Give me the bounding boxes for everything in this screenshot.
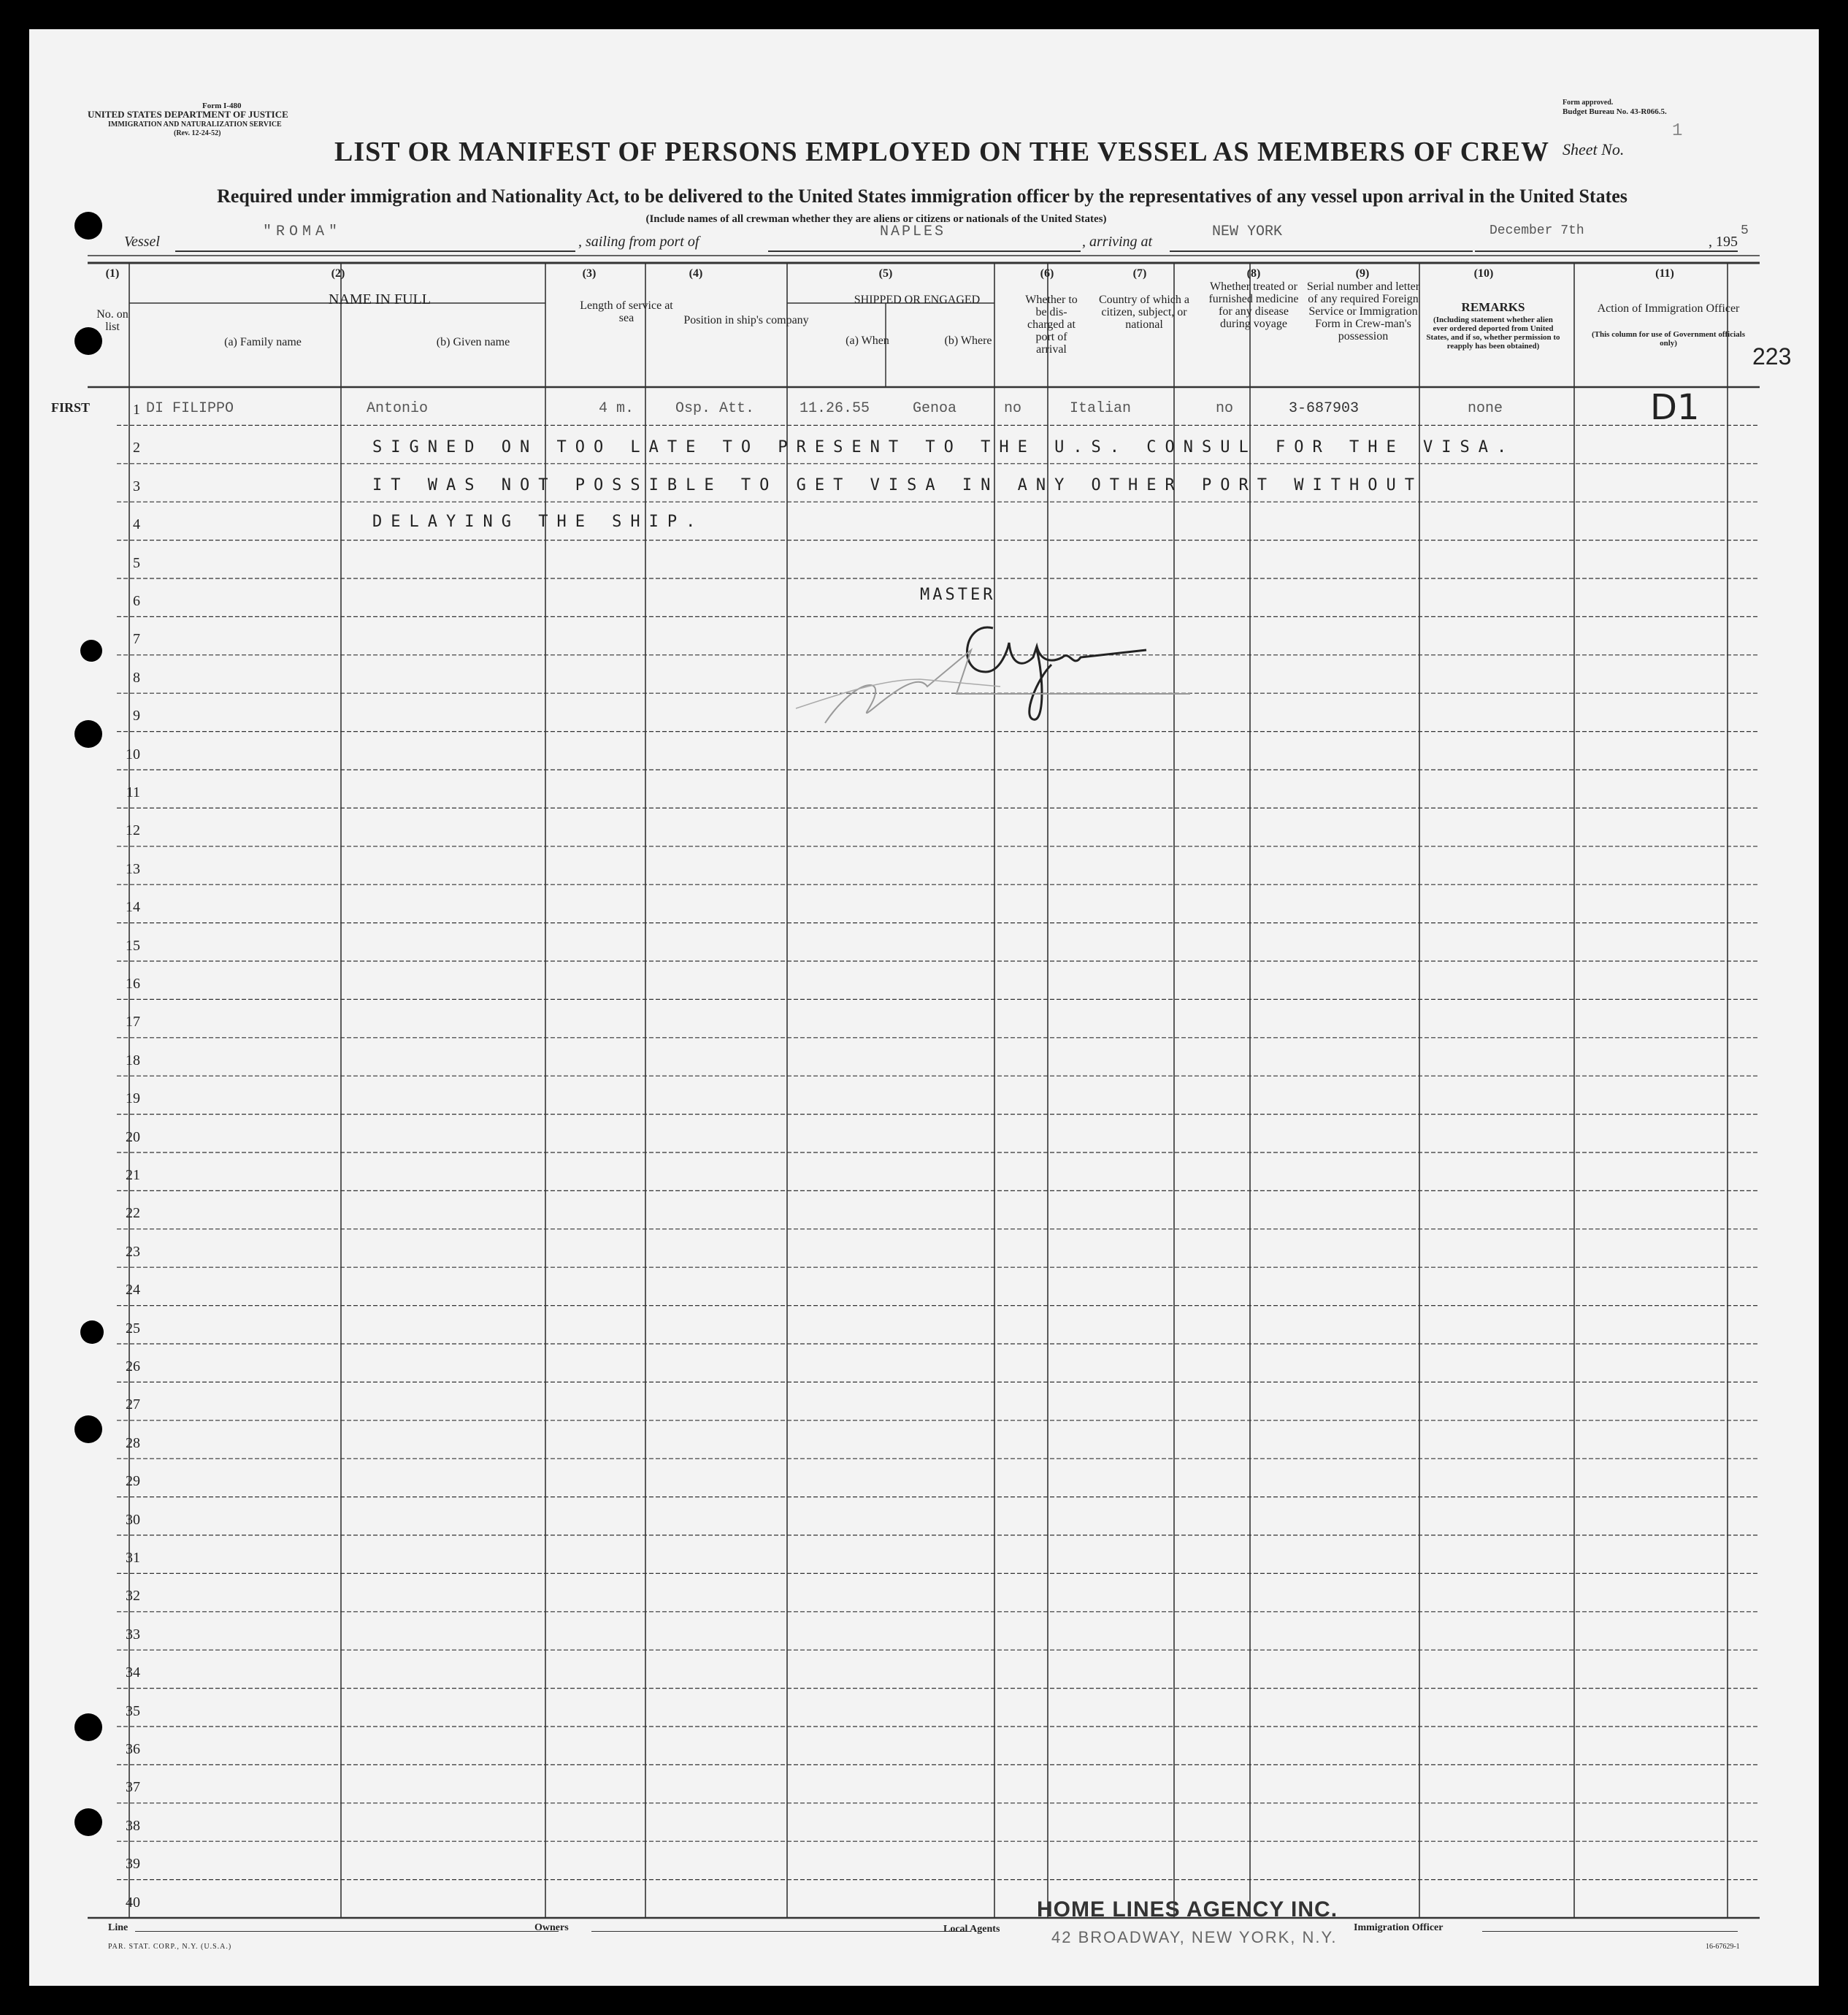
row-number: 27 bbox=[126, 1396, 140, 1413]
row-number: 35 bbox=[126, 1702, 140, 1719]
header-medicine: Whether treated or furnished medicine for any disease during voyage bbox=[1208, 280, 1299, 330]
punch-hole bbox=[74, 212, 102, 240]
row-number: 25 bbox=[126, 1320, 140, 1337]
requirement-line: Required under immigration and Nationality Act, to be delivered to the United States immigration officer by the representatives of any vessel upon arrival in the United States bbox=[217, 186, 1627, 207]
header-action-note: (This column for use of Government officials only) bbox=[1591, 330, 1745, 348]
agency-stamp-address: 42 BROADWAY, NEW YORK, N.Y. bbox=[1051, 1928, 1338, 1946]
footer-immigration-officer-label: Immigration Officer bbox=[1354, 1922, 1443, 1933]
cell-position: Osp. Att. bbox=[675, 400, 755, 417]
vessel-label: Vessel bbox=[124, 234, 160, 250]
header-serial-number: Serial number and letter of any required Foreign Service or Immigration Form in Crew-man's possession bbox=[1306, 280, 1420, 343]
row-number: 18 bbox=[126, 1052, 140, 1068]
agency-stamp-name: HOME LINES AGENCY INC. bbox=[1037, 1897, 1338, 1922]
row-number: 24 bbox=[126, 1282, 140, 1299]
cell-action: D1 bbox=[1650, 387, 1700, 428]
handwritten-note-line-2: IT WAS NOT POSSIBLE TO GET VISA IN ANY OTHER PORT WITHOUT bbox=[372, 476, 1423, 494]
row-number: 39 bbox=[126, 1856, 140, 1873]
header-when: (a) When bbox=[846, 334, 889, 347]
row-number: 17 bbox=[126, 1014, 140, 1031]
row-number: 36 bbox=[126, 1741, 140, 1757]
row-number: 6 bbox=[133, 593, 140, 609]
header-family-name: (a) Family name bbox=[224, 336, 302, 348]
col-num-1: (1) bbox=[105, 267, 120, 280]
row-number: 32 bbox=[126, 1588, 140, 1605]
header-discharged: Whether to be dis-charged at port of arrival bbox=[1025, 294, 1078, 356]
col-num-2: (2) bbox=[331, 267, 345, 280]
print-code: 16-67629-1 bbox=[1706, 1943, 1740, 1951]
cell-serial-number: 3-687903 bbox=[1289, 400, 1360, 417]
header-position: Position in ship's company bbox=[683, 314, 809, 326]
sailing-label: , sailing from port of bbox=[578, 234, 699, 250]
col-num-11: (11) bbox=[1655, 267, 1674, 280]
punch-hole bbox=[80, 1320, 104, 1344]
row-number: 23 bbox=[126, 1243, 140, 1260]
vessel-name: "ROMA" bbox=[263, 223, 342, 240]
header-given-name: (b) Given name bbox=[436, 336, 510, 348]
cell-country: Italian bbox=[1070, 400, 1132, 417]
header-name-in-full: NAME IN FULL bbox=[329, 291, 431, 307]
row-number: 21 bbox=[126, 1167, 140, 1183]
cell-discharged: no bbox=[1004, 400, 1022, 417]
punch-hole bbox=[74, 1808, 102, 1836]
punch-hole bbox=[74, 1415, 102, 1443]
footer-local-agents-label: Local Agents bbox=[943, 1924, 1000, 1935]
col-num-9: (9) bbox=[1355, 267, 1370, 280]
cell-length-of-service: 4 m. bbox=[599, 400, 634, 417]
manifest-sheet bbox=[29, 29, 1819, 1986]
cell-given-name: Antonio bbox=[367, 400, 429, 417]
row-number: 31 bbox=[126, 1550, 140, 1566]
col-num-4: (4) bbox=[689, 267, 703, 280]
cell-family-name: DI FILIPPO bbox=[146, 400, 234, 417]
row-number: 28 bbox=[126, 1434, 140, 1451]
printer-imprint: PAR. STAT. CORP., N.Y. (U.S.A.) bbox=[108, 1943, 232, 1951]
handwritten-note-line-1: SIGNED ON TOO LATE TO PRESENT TO THE U.S. CONSUL FOR THE VISA. bbox=[372, 438, 1516, 456]
header-shipped-engaged: SHIPPED OR ENGAGED bbox=[854, 294, 981, 306]
sheet-label: Sheet No. bbox=[1563, 140, 1625, 158]
row-number: 1 bbox=[133, 402, 140, 418]
punch-hole bbox=[74, 327, 102, 355]
row-number: 29 bbox=[126, 1473, 140, 1490]
include-note: (Include names of all crewman whether they are aliens or citizens or nationals of the United States) bbox=[645, 213, 1107, 225]
footer-line-label: Line bbox=[108, 1922, 129, 1933]
page-stamp-number: 223 bbox=[1752, 343, 1792, 370]
row-number: 22 bbox=[126, 1205, 140, 1222]
cell-medicine: no bbox=[1216, 400, 1234, 417]
header-action: Action of Immigration Officer bbox=[1597, 302, 1740, 315]
row-number: 30 bbox=[126, 1511, 140, 1528]
row-number: 38 bbox=[126, 1817, 140, 1834]
col-num-8: (8) bbox=[1246, 267, 1261, 280]
row-number: 9 bbox=[133, 708, 140, 724]
form-number: Form I-480 bbox=[202, 102, 242, 110]
col-num-10: (10) bbox=[1473, 267, 1494, 280]
col-num-3: (3) bbox=[582, 267, 597, 280]
row-number: 7 bbox=[133, 631, 140, 648]
year-suffix: 5 bbox=[1741, 223, 1749, 238]
sailing-port: NAPLES bbox=[880, 223, 946, 240]
department: UNITED STATES DEPARTMENT OF JUSTICE bbox=[88, 109, 288, 120]
row-number: 3 bbox=[133, 478, 140, 494]
row-number: 11 bbox=[126, 784, 140, 800]
header-length-of-service: Length of service at sea bbox=[580, 299, 673, 324]
revision: (Rev. 12-24-52) bbox=[174, 129, 221, 137]
col-num-5: (5) bbox=[878, 267, 893, 280]
row-number: 34 bbox=[126, 1664, 140, 1681]
header-remarks-note: (Including statement whether alien ever ordered deported from United States, and if so, whether permission to reapply has been obtained) bbox=[1426, 316, 1560, 351]
row-number: 37 bbox=[126, 1779, 140, 1796]
budget-bureau: Budget Bureau No. 43-R066.5. bbox=[1563, 107, 1667, 116]
arrival-date: December 7th bbox=[1489, 223, 1584, 238]
row-number: 19 bbox=[126, 1090, 140, 1107]
master-signature bbox=[781, 606, 1205, 738]
footer-owners-label: Owners bbox=[534, 1922, 569, 1933]
punch-hole bbox=[74, 720, 102, 748]
header-no-on-list: No. on list bbox=[96, 308, 129, 333]
service: IMMIGRATION AND NATURALIZATION SERVICE bbox=[108, 121, 282, 129]
year-prefix: , 195 bbox=[1709, 234, 1738, 250]
row-number: 15 bbox=[126, 937, 140, 954]
handwritten-note-line-3: DELAYING THE SHIP. bbox=[372, 513, 705, 531]
header-where: (b) Where bbox=[944, 334, 992, 347]
row-number: 12 bbox=[126, 822, 140, 839]
form-approved: Form approved. bbox=[1563, 99, 1614, 107]
col-num-6: (6) bbox=[1040, 267, 1054, 280]
row-number: 20 bbox=[126, 1128, 140, 1145]
row-number: 14 bbox=[126, 899, 140, 916]
row-number: 26 bbox=[126, 1358, 140, 1374]
first-marker: FIRST bbox=[51, 400, 91, 415]
sheet-number: 1 bbox=[1672, 121, 1683, 141]
arriving-label: , arriving at bbox=[1082, 234, 1153, 250]
cell-when: 11.26.55 bbox=[800, 400, 870, 417]
cell-remarks: none bbox=[1468, 400, 1503, 417]
row-number: 5 bbox=[133, 554, 140, 571]
cell-where: Genoa bbox=[913, 400, 957, 417]
row-number: 40 bbox=[126, 1894, 140, 1911]
row-number: 8 bbox=[133, 669, 140, 686]
punch-hole bbox=[74, 1713, 102, 1741]
master-label: MASTER bbox=[920, 586, 996, 604]
row-number: 33 bbox=[126, 1626, 140, 1643]
col-num-7: (7) bbox=[1132, 267, 1147, 280]
row-number: 4 bbox=[133, 516, 140, 533]
row-number: 2 bbox=[133, 440, 140, 456]
row-number: 16 bbox=[126, 976, 140, 992]
arrival-port: NEW YORK bbox=[1212, 223, 1283, 240]
page-title: LIST OR MANIFEST OF PERSONS EMPLOYED ON THE VESSEL AS MEMBERS OF CREW bbox=[334, 137, 1549, 167]
punch-hole bbox=[80, 640, 102, 662]
row-number: 10 bbox=[126, 746, 140, 762]
header-remarks: REMARKS bbox=[1461, 300, 1525, 314]
header-country: Country of which a citizen, subject, or national bbox=[1099, 294, 1189, 331]
row-number: 13 bbox=[126, 860, 140, 877]
